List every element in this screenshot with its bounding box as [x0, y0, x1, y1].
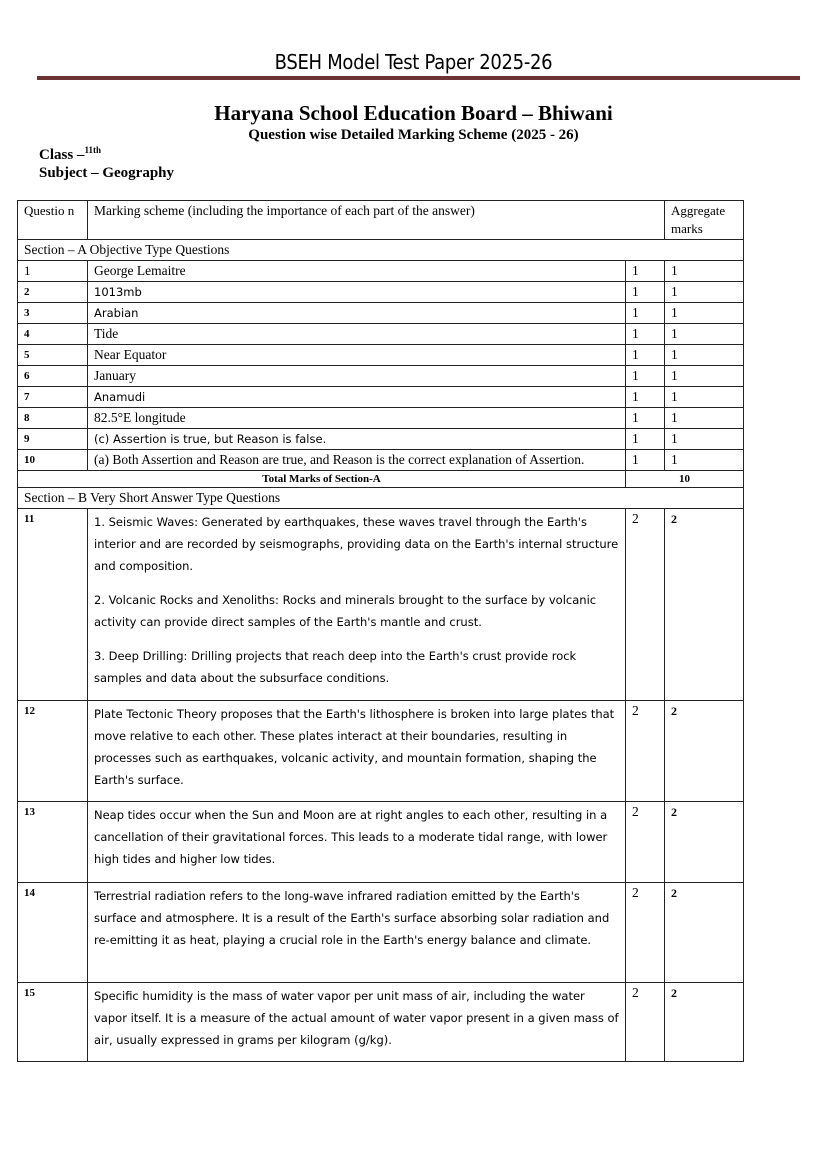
section-a-heading: Section – A Objective Type Questions [18, 240, 744, 261]
question-number: 6 [18, 366, 88, 387]
answer-text [88, 802, 626, 883]
aggregate-marks: 1 [665, 261, 744, 282]
question-number: 1 [18, 261, 88, 282]
total-label: Total Marks of Section-A [18, 471, 626, 488]
question-number: 9 [18, 429, 88, 450]
marks: 2 [626, 802, 665, 883]
aggregate-marks: 1 [665, 366, 744, 387]
question-number: 15 [18, 983, 88, 1062]
answer-paragraph: Neap tides occur when the Sun and Moon are at right angles to each other, resulting in a cancellation of their gravitational forces. This leads to a moderate tidal range, with lower high tides and higher low tides. [94, 808, 608, 866]
marking-scheme-table [17, 200, 744, 1062]
table-row [18, 366, 744, 387]
answer-text: Near Equator [88, 345, 626, 366]
aggregate-marks: 1 [665, 387, 744, 408]
answer-text: Arabian [88, 303, 626, 324]
question-number: 4 [18, 324, 88, 345]
table-row [18, 429, 744, 450]
question-number: 11 [18, 509, 88, 701]
marks: 1 [626, 324, 665, 345]
section-b-heading: Section – B Very Short Answer Type Questions [18, 488, 744, 509]
header-scheme: Marking scheme (including the importance of each part of the answer) [88, 201, 665, 240]
answer-paragraph: Terrestrial radiation refers to the long-wave infrared radiation emitted by the Earth's surface and atmosphere. It is a result of the Earth's surface absorbing solar radiation and re-emitting it as heat, playing a crucial role in the Earth's energy balance and climate. [94, 889, 610, 947]
aggregate-marks: 1 [665, 324, 744, 345]
class-label-text: Class – [39, 147, 85, 163]
header-rule [37, 76, 800, 80]
aggregate-marks: 1 [665, 303, 744, 324]
marks: 1 [626, 345, 665, 366]
marks: 2 [626, 701, 665, 802]
table-row [18, 387, 744, 408]
aggregate-marks: 1 [665, 345, 744, 366]
marks: 1 [626, 429, 665, 450]
class-value: 11th [84, 145, 101, 155]
table-row [18, 408, 744, 429]
question-number: 5 [18, 345, 88, 366]
question-number: 14 [18, 883, 88, 983]
answer-paragraph: Plate Tectonic Theory proposes that the Earth's lithosphere is broken into large plates that move relative to each other. These plates interact at their boundaries, resulting in processes such as earthquakes, volcanic activity, and mountain formation, shaping the Earth's surface. [94, 707, 615, 787]
question-number: 2 [18, 282, 88, 303]
answer-text [88, 701, 626, 802]
table-row [18, 450, 744, 471]
answer-text: George Lemaitre [88, 261, 626, 282]
table-row [18, 261, 744, 282]
marks: 1 [626, 261, 665, 282]
answer-paragraph: Specific humidity is the mass of water vapor per unit mass of air, including the water vapor itself. It is a measure of the actual amount of water vapor present in a given mass of air, usually expressed in grams per kilogram (g/kg). [94, 989, 619, 1047]
table-row [18, 345, 744, 366]
answer-text: 1013mb [88, 282, 626, 303]
aggregate-marks: 1 [665, 450, 744, 471]
aggregate-marks: 2 [665, 509, 744, 701]
header-question: Questio n [18, 201, 88, 240]
table-row [18, 509, 744, 701]
subject-label: Subject – Geography [39, 165, 174, 181]
board-name: Haryana School Education Board – Bhiwani [214, 101, 613, 125]
aggregate-marks: 1 [665, 282, 744, 303]
section-b-row [18, 488, 744, 509]
answer-text: January [88, 366, 626, 387]
table-row [18, 802, 744, 883]
question-number: 8 [18, 408, 88, 429]
scheme-title: Question wise Detailed Marking Scheme (2025 - 26) [248, 127, 579, 143]
answer-text: 82.5°E longitude [88, 408, 626, 429]
question-number: 12 [18, 701, 88, 802]
marks: 1 [626, 282, 665, 303]
answer-paragraph: 2. Volcanic Rocks and Xenoliths: Rocks and minerals brought to the surface by volcanic activity can provide direct samples of the Earth's mantle and crust. [94, 593, 597, 629]
marks: 1 [626, 387, 665, 408]
table-row [18, 983, 744, 1062]
marks: 2 [626, 983, 665, 1062]
answer-text [88, 509, 626, 701]
answer-paragraph: 1. Seismic Waves: Generated by earthquakes, these waves travel through the Earth's interior and are recorded by seismographs, providing data on the Earth's internal structure and composition. [94, 515, 619, 573]
total-row [18, 471, 744, 488]
table-row [18, 282, 744, 303]
marks: 1 [626, 366, 665, 387]
answer-text [88, 983, 626, 1062]
answer-text [88, 883, 626, 983]
aggregate-marks: 2 [665, 983, 744, 1062]
answer-text: (c) Assertion is true, but Reason is false. [88, 429, 626, 450]
aggregate-marks: 1 [665, 429, 744, 450]
aggregate-marks: 2 [665, 883, 744, 983]
marks: 2 [626, 883, 665, 983]
marks: 2 [626, 509, 665, 701]
answer-text: Tide [88, 324, 626, 345]
section-a-row [18, 240, 744, 261]
aggregate-marks: 2 [665, 701, 744, 802]
marks: 1 [626, 303, 665, 324]
question-number: 7 [18, 387, 88, 408]
answer-paragraph: 3. Deep Drilling: Drilling projects that reach deep into the Earth's crust provide rock samples and data about the subsurface conditions. [94, 649, 577, 685]
answer-text: (a) Both Assertion and Reason are true, and Reason is the correct explanation of Assertion. [88, 450, 626, 471]
table-row [18, 701, 744, 802]
question-number: 13 [18, 802, 88, 883]
marks: 1 [626, 408, 665, 429]
table-header-row [18, 201, 744, 240]
table-row [18, 303, 744, 324]
table-row [18, 883, 744, 983]
aggregate-marks: 1 [665, 408, 744, 429]
header-aggregate: Aggregate marks [665, 201, 744, 240]
paper-title: BSEH Model Test Paper 2025-26 [274, 50, 553, 74]
question-number: 3 [18, 303, 88, 324]
total-value: 10 [626, 471, 744, 488]
table-row [18, 324, 744, 345]
aggregate-marks: 2 [665, 802, 744, 883]
answer-text: Anamudi [88, 387, 626, 408]
question-number: 10 [18, 450, 88, 471]
class-label [39, 145, 101, 164]
marks: 1 [626, 450, 665, 471]
